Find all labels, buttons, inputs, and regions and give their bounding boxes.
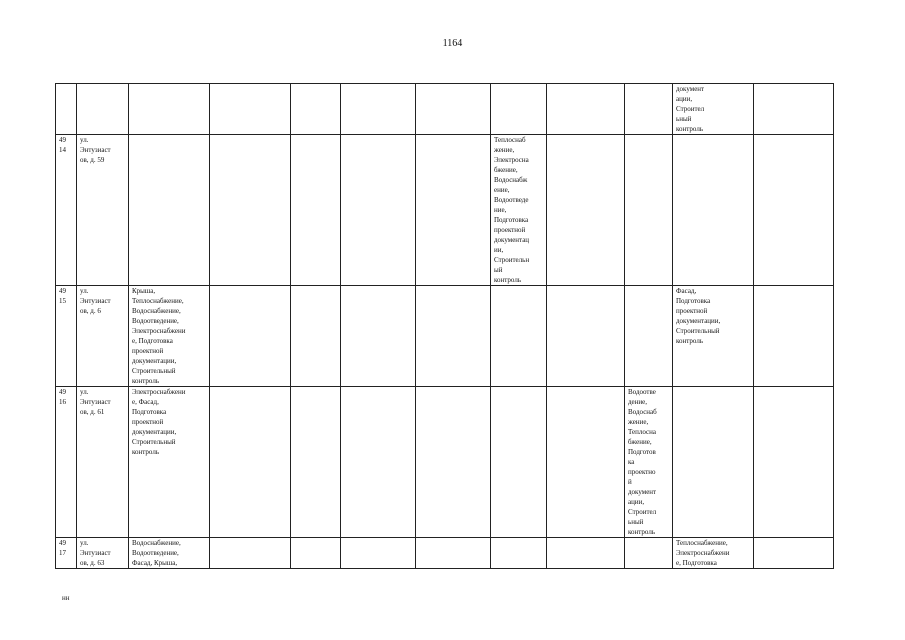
work-cell: документ ации, Строител ьный контроль: [673, 84, 754, 135]
work-cell: [210, 135, 291, 286]
work-cell: [416, 286, 491, 387]
work-cell: [210, 286, 291, 387]
work-cell: [754, 538, 834, 569]
work-cell: Водоснабжение, Водоотведение, Фасад, Крыша,: [129, 538, 210, 569]
work-cell: [341, 538, 416, 569]
work-cell: Электроснабжени е, Фасад, Подготовка проектной документации, Строительный контроль: [129, 387, 210, 538]
work-cell: Фасад, Подготовка проектной документации, Строительный контроль: [673, 286, 754, 387]
work-cell: [291, 135, 341, 286]
address-cell: ул. Энтузиаст ов, д. 6: [77, 286, 129, 387]
work-cell: [129, 84, 210, 135]
work-cell: Водоотве дение, Водоснаб жение, Теплосна бжение, Подготов ка проектно й документ ации, Строител ьный контроль: [625, 387, 673, 538]
work-cell: [491, 84, 547, 135]
work-cell: [491, 387, 547, 538]
work-cell: [547, 538, 625, 569]
table-row: [56, 135, 834, 286]
row-number-cell: [56, 84, 77, 135]
address-cell: ул. Энтузиаст ов, д. 59: [77, 135, 129, 286]
work-cell: [416, 84, 491, 135]
work-cell: [129, 135, 210, 286]
work-cell: [341, 387, 416, 538]
repair-schedule-table: [55, 83, 834, 569]
work-cell: [416, 387, 491, 538]
work-cell: [291, 387, 341, 538]
table-row: [56, 286, 834, 387]
row-number-cell: 49 15: [56, 286, 77, 387]
work-cell: [673, 135, 754, 286]
work-cell: [547, 135, 625, 286]
work-cell: [625, 84, 673, 135]
work-cell: [547, 84, 625, 135]
work-cell: [754, 135, 834, 286]
row-number-cell: 49 17: [56, 538, 77, 569]
work-cell: [210, 84, 291, 135]
work-cell: [625, 135, 673, 286]
work-cell: [754, 387, 834, 538]
work-cell: [673, 387, 754, 538]
work-cell: [754, 286, 834, 387]
work-cell: [625, 286, 673, 387]
page-number: 1164: [442, 38, 463, 49]
work-cell: [491, 538, 547, 569]
work-cell: [491, 286, 547, 387]
address-cell: ул. Энтузиаст ов, д. 61: [77, 387, 129, 538]
work-cell: Теплоснаб жение, Электросна бжение, Водоснабж ение, Водоотведе ние, Подготовка проектной документац ии, Строительн ый контроль: [491, 135, 547, 286]
address-cell: ул. Энтузиаст ов, д. 63: [77, 538, 129, 569]
work-cell: [754, 84, 834, 135]
work-cell: [625, 538, 673, 569]
work-cell: [341, 135, 416, 286]
table-row: [56, 84, 834, 135]
work-cell: [291, 286, 341, 387]
table-row: [56, 387, 834, 538]
work-cell: [547, 286, 625, 387]
footer-mark: нн: [62, 594, 70, 602]
table-row: [56, 538, 834, 569]
work-cell: [416, 135, 491, 286]
work-cell: [210, 538, 291, 569]
address-cell: [77, 84, 129, 135]
work-cell: [291, 84, 341, 135]
work-cell: [291, 538, 341, 569]
work-cell: [341, 286, 416, 387]
work-cell: Теплоснабжение, Электроснабжени е, Подготовка: [673, 538, 754, 569]
row-number-cell: 49 16: [56, 387, 77, 538]
work-cell: [210, 387, 291, 538]
row-number-cell: 49 14: [56, 135, 77, 286]
work-cell: Крыша, Теплоснабжение, Водоснабжение, Водоотведение, Электроснабжени е, Подготовка проектной документации, Строительный контроль: [129, 286, 210, 387]
work-cell: [341, 84, 416, 135]
work-cell: [547, 387, 625, 538]
work-cell: [416, 538, 491, 569]
